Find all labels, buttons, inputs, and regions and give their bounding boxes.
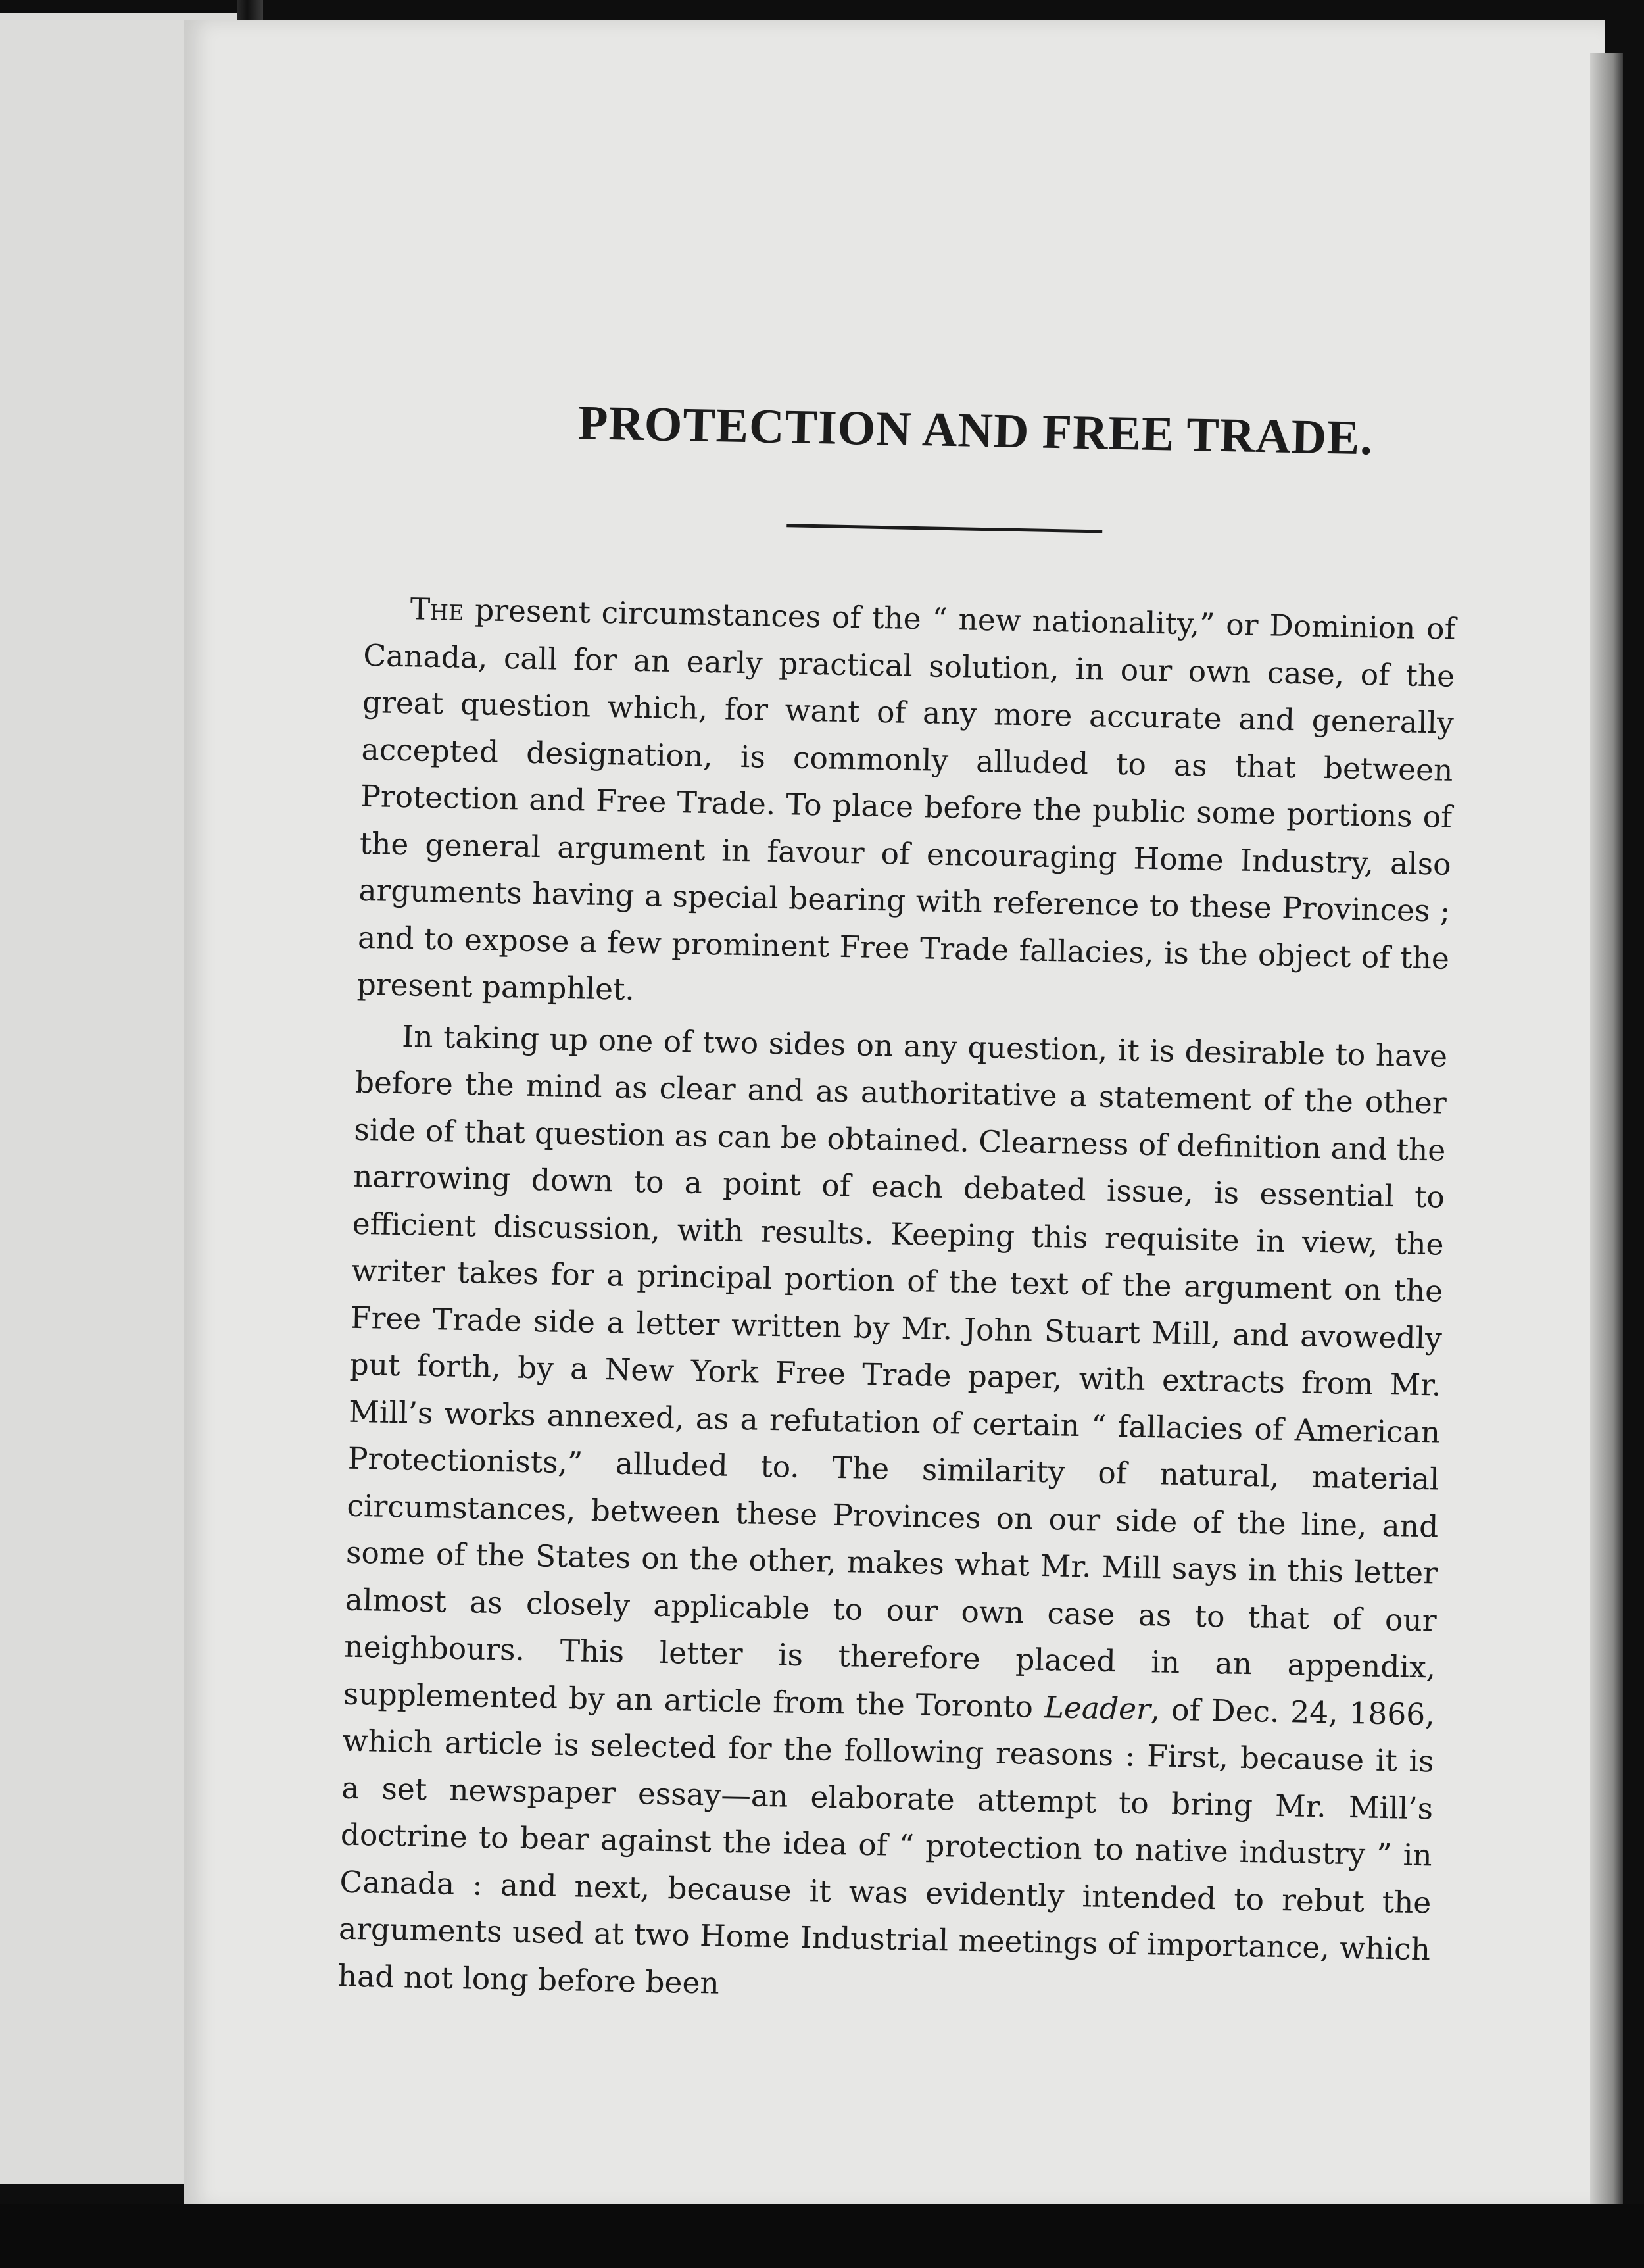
paragraph-2-italic: Leader — [1044, 1689, 1151, 1727]
paragraph-2-text: In taking up one of two sides on any question, it is desirable to have before the mind as clear and as authoritative a statement of the other side of that question as can be obtained. Clearness of definition and the narrowing down to a point of each debated issue, is essential to efficient discussion, with results. Keeping this requisite in view, the writer takes for a principal portion of the text of the argument on the Free Trade side a letter written by Mr. John Stuart Mill, and avowedly put forth, by a New York Free Trade paper, with extracts from Mr. Mill’s works annexed, as a refutation of certain “ fallacies of American Protectionists,” alluded to. The similarity of natural, material circumstances, between these Provinces on our side of the line, and some of the States on the other, makes what Mr. Mill says in this letter almost as closely applicable to our own case as to that of our neighbours. This letter is therefore placed in an appendix, supplemented by an article from the Toronto — [343, 1018, 1448, 1725]
paragraph-2-text-after: , of Dec. 24, 1866, which article is selected for the following reasons : First, because it is a set newspaper essay—an elaborate attempt to bring Mr. Mill’s doctrine to bear against the idea of “ protection to native industry ” in Canada : and next, because it was evidently intended to rebut the arguments used at two Home Industrial meetings of importance, which had not long before been — [337, 1691, 1436, 2001]
page-edge-right — [1590, 53, 1623, 2223]
page-title: PROTECTION AND FREE TRADE. — [577, 396, 1374, 466]
page-text-block — [337, 395, 1460, 2020]
paragraph-1-text: present circumstances of the “ new nationality,” or Dominion of Canada, call for an early practical solution, in our own case, of the great question which, for want of any more accurate and generally accepted designation, is commonly alluded to as that between Protection and Free Trade. To place before the public some portions of the general argument in favour of encouraging Home Industry, also arguments having a special bearing with reference to these Provinces ; and to expose a few prominent Free Trade fallacies, is the object of the present pamphlet. — [356, 592, 1456, 1007]
paragraph-2 — [337, 1012, 1448, 2020]
paragraph-1-lead: The — [410, 591, 464, 628]
paragraph-1 — [356, 585, 1456, 1029]
title-rule — [786, 524, 1102, 533]
scan-bottom-border — [0, 2204, 1644, 2268]
